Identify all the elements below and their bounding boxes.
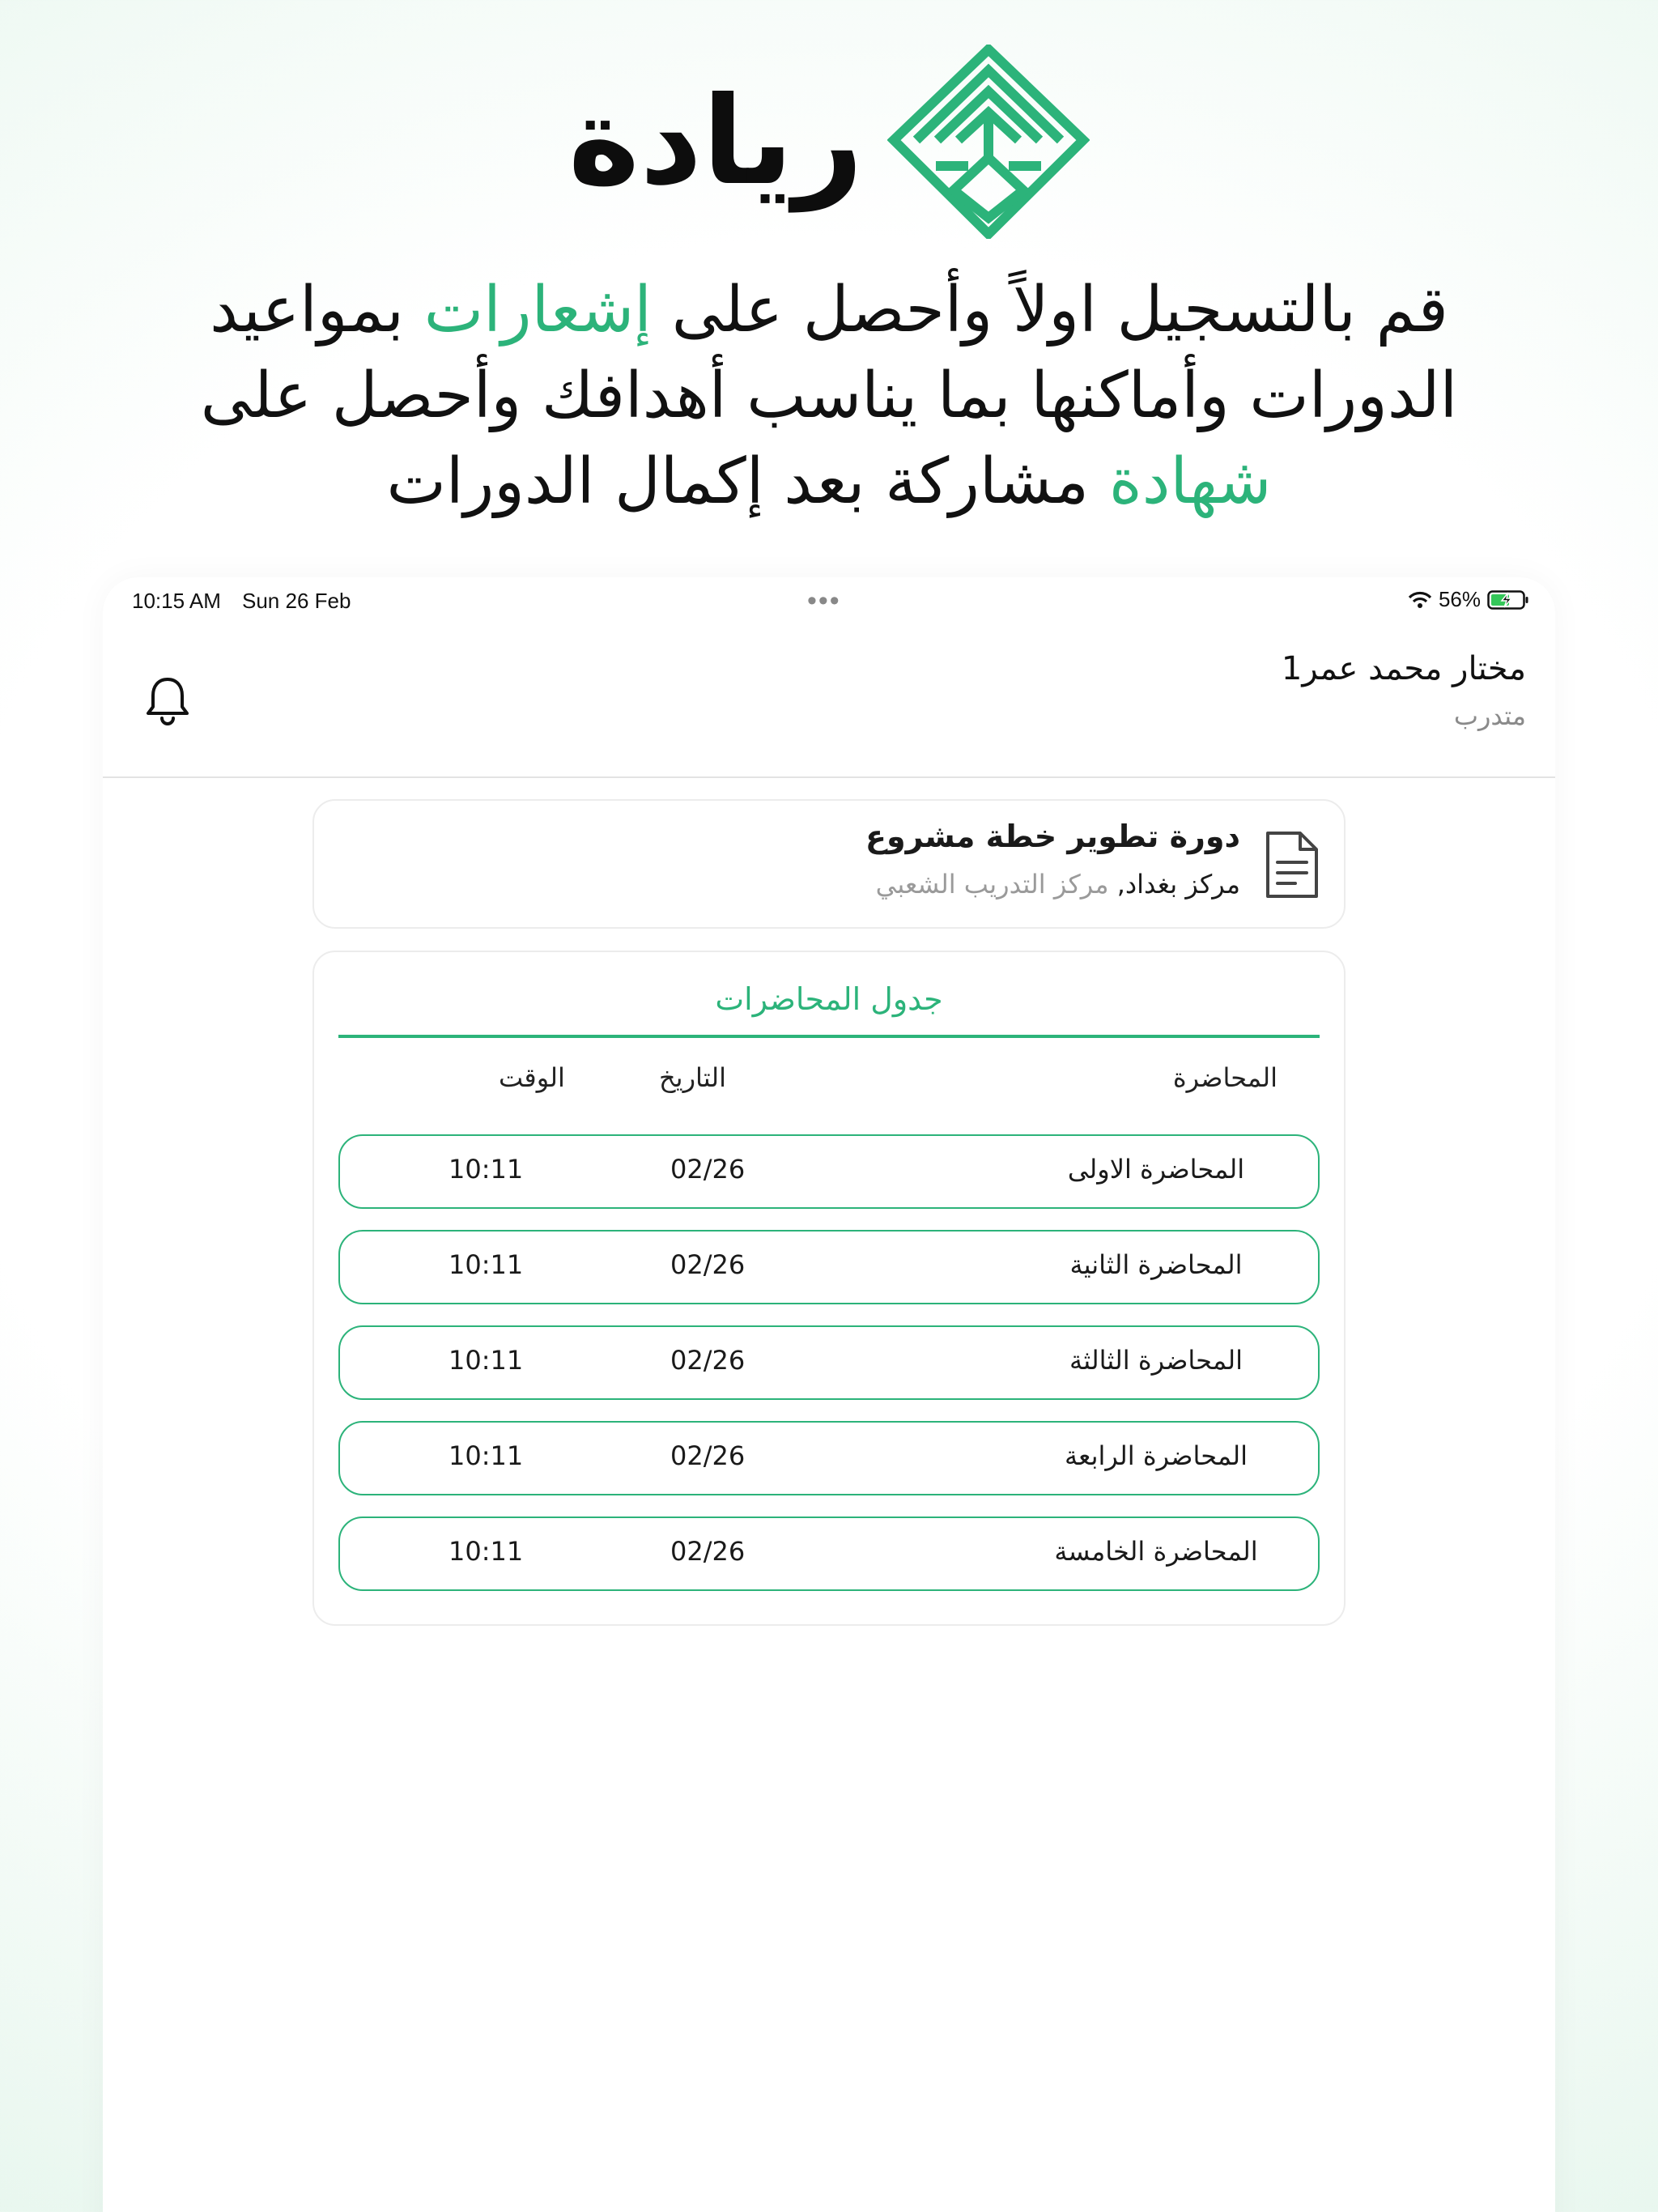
brand-logo [0,45,1658,239]
multitasking-dots-icon[interactable]: ••• [807,585,841,616]
lecture-row[interactable] [338,1134,1320,1209]
headline-part-3: مشاركة بعد إكمال الدورات [386,445,1109,518]
headline-highlight-notifications: إشعارات [423,274,652,347]
course-card[interactable] [312,799,1346,929]
lecture-date: 02/26 [670,1249,746,1280]
lecture-date: 02/26 [670,1345,746,1376]
status-date: Sun 26 Feb [242,589,351,613]
lecture-date: 02/26 [670,1536,746,1567]
headline-part-1: قم بالتسجيل اولاً وأحصل على [651,274,1448,347]
schedule-card [312,951,1346,1626]
lecture-time: 10:11 [449,1536,524,1567]
device-screen [103,577,1555,2212]
status-indicators [1408,587,1529,612]
lecture-row[interactable] [338,1516,1320,1591]
course-location [876,869,1240,900]
course-center: مركز التدريب الشعبي [875,869,1109,900]
lecture-row[interactable] [338,1421,1320,1495]
wifi-icon [1408,591,1432,609]
document-icon [1263,828,1321,901]
lecture-row[interactable] [338,1230,1320,1304]
user-name: مختار محمد عمر1 [1281,650,1526,687]
logo-mark-icon [887,45,1090,239]
status-bar [103,577,1555,626]
app-header [103,626,1555,778]
lecture-name: المحاضرة الثانية [1069,1249,1243,1280]
battery-charging-icon [1487,589,1529,610]
schedule-title: جدول المحاضرات [715,981,943,1017]
headline [162,267,1496,525]
schedule-title-underline [338,1035,1320,1038]
lecture-name: المحاضرة الرابعة [1065,1440,1248,1471]
bell-icon[interactable] [143,674,192,728]
course-city: مركز بغداد, [1116,869,1240,900]
lecture-name: المحاضرة الخامسة [1054,1536,1258,1567]
user-role: متدرب [1453,700,1526,731]
lecture-row[interactable] [338,1325,1320,1400]
lecture-name: المحاضرة الاولى [1067,1154,1245,1185]
battery-percent: 56% [1438,587,1481,611]
lecture-time: 10:11 [449,1249,524,1280]
lecture-name: المحاضرة الثالثة [1069,1345,1243,1376]
header-lecture: المحاضرة [1172,1062,1278,1093]
headline-part-2: بمواعيد الدورات وأماكنها بما يناسب أهدافك وأحصل على [200,274,1458,432]
header-date: التاريخ [659,1062,727,1093]
lecture-date: 02/26 [670,1440,746,1471]
course-title: دورة تطوير خطة مشروع [865,819,1240,854]
logo-text: ريادة [568,71,864,212]
header-time: الوقت [499,1062,565,1093]
lecture-date: 02/26 [670,1154,746,1185]
lecture-time: 10:11 [449,1154,524,1185]
lecture-time: 10:11 [449,1345,524,1376]
status-time: 10:15 AM [132,589,221,613]
lecture-time: 10:11 [449,1440,524,1471]
headline-highlight-certificate: شهادة [1108,445,1272,518]
